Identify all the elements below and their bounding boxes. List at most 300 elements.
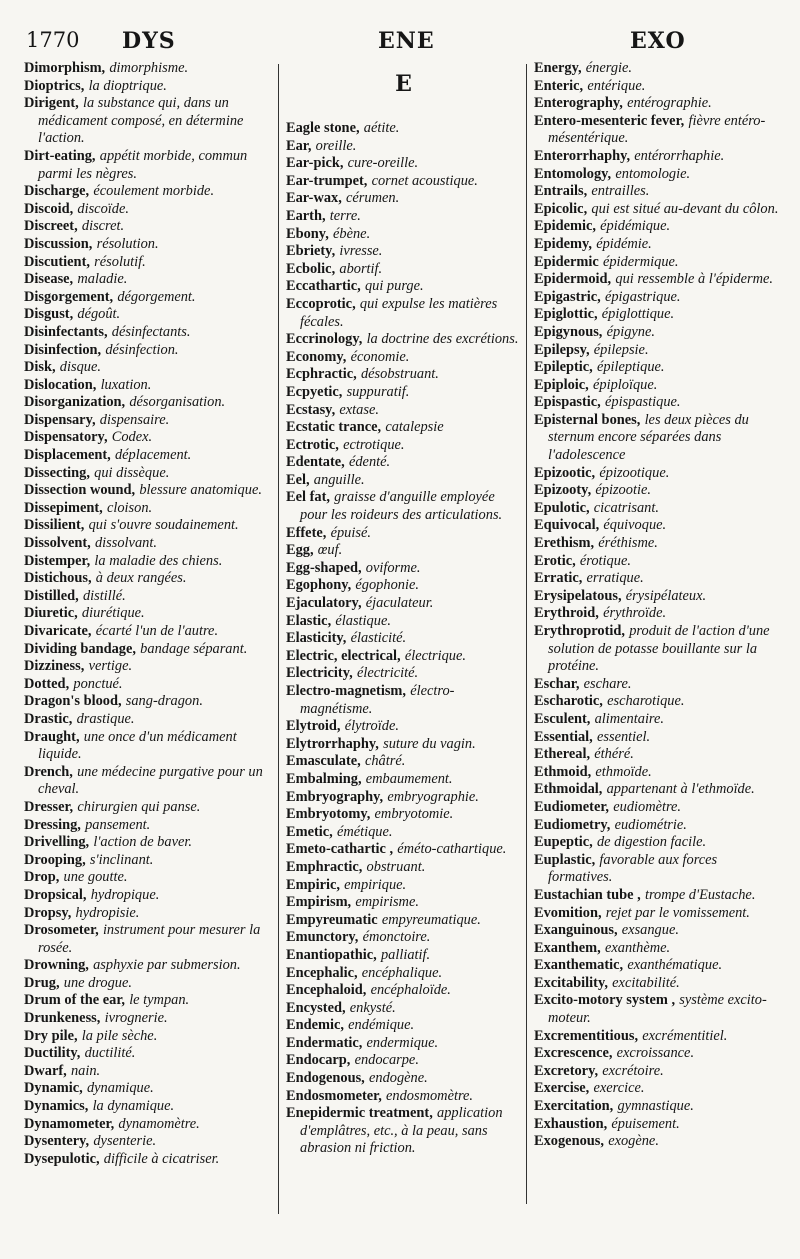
entry-translation: maladie. [77,271,128,288]
entry-term: Effete, [286,524,327,541]
entry-translation: application d'emplâtres, etc., à la peau, sans abrasion ni friction. [300,1105,503,1157]
entry-term: Essential, [534,728,593,745]
entry-translation: blessure anatomique. [139,482,262,499]
entry-term: Endogenous, [286,1070,365,1087]
dictionary-entry [286,718,521,736]
dictionary-entry [534,781,782,799]
dictionary-entry [534,254,782,272]
dictionary-entry [286,965,521,983]
dictionary-entry [24,817,269,835]
entry-term: Dissolvent, [24,535,91,552]
dictionary-entry [286,190,521,208]
dictionary-entry [534,1133,782,1151]
dictionary-entry [534,166,782,184]
dictionary-entry [24,254,269,272]
entry-translation: erratique. [586,570,644,587]
dictionary-entry [286,1035,521,1053]
entry-translation: déplacement. [114,447,192,464]
entry-translation: diurétique. [81,605,145,622]
entry-translation: excitabilité. [612,974,680,991]
entry-term: Epiglottic, [534,306,598,323]
entry-term: Egg-shaped, [286,559,362,576]
dictionary-entry [286,454,521,472]
entry-term: Exercitation, [534,1098,614,1115]
dictionary-entry [24,764,269,799]
entry-translation: embryotomie. [374,806,454,823]
dictionary-entry [24,1028,269,1046]
entry-translation: exercice. [593,1080,645,1097]
entry-translation: la dioptrique. [88,77,167,94]
entry-translation: hydropique. [90,886,160,903]
dictionary-entry [24,975,269,993]
entry-term: Edentate, [286,454,345,471]
dictionary-entry [286,402,521,420]
dictionary-entry [286,419,521,437]
dictionary-entry [286,648,521,666]
entry-term: Erythroprotid, [534,623,626,639]
dictionary-entry [534,148,782,166]
entry-term: Dimorphism, [24,60,106,76]
page-number: 1770 [26,28,80,52]
entry-term: Epigastric, [534,288,601,305]
entry-translation: une médecine purgative pour un cheval. [38,763,263,798]
dictionary-entry [24,887,269,905]
dictionary-entry [286,226,521,244]
entry-term: Ecstatic trance, [286,419,382,436]
entry-translation: oreille. [315,137,357,154]
entry-term: Drastic, [24,710,73,727]
entry-translation: s'inclinant. [89,851,154,868]
dictionary-entry [24,500,269,518]
entry-term: Drug, [24,974,60,991]
entry-translation: exsangue. [621,922,679,939]
entry-translation: dispensaire. [99,411,170,428]
entry-term: Endocarp, [286,1052,351,1069]
entry-translation: épuisement. [611,1115,680,1132]
dictionary-entry [534,78,782,96]
dictionary-entry [24,641,269,659]
dictionary-entry [286,683,521,718]
entry-term: Emphractic, [286,858,363,875]
dictionary-entry [534,359,782,377]
entry-term: Ecphractic, [286,366,357,383]
entry-term: Dysentery, [24,1133,90,1150]
entry-term: Ecbolic, [286,260,336,277]
entry-translation: éréthisme. [598,535,658,552]
entry-translation: de digestion facile. [596,834,707,851]
dictionary-entry [286,1070,521,1088]
entry-term: Earth, [286,207,326,224]
entry-translation: endocarpe. [354,1052,419,1069]
dictionary-entry [24,429,269,447]
entry-term: Emunctory, [286,929,359,946]
entry-translation: écarté l'un de l'autre. [95,623,219,639]
entry-term: Ear-trumpet, [286,172,368,189]
entry-translation: discoïde. [77,200,129,217]
entry-term: Enterography, [534,95,623,112]
dictionary-entry [534,271,782,289]
entry-translation: instrument pour mesurer la rosée. [38,922,261,956]
entry-term: Dragon's blood, [24,693,122,710]
entry-translation: le tympan. [129,992,190,1009]
entry-term: Epizootic, [534,464,596,481]
entry-term: Drop, [24,869,60,886]
entry-term: Exanthem, [534,939,601,956]
entry-translation: fièvre entéro-mésentérique. [548,112,766,147]
entry-term: Discussion, [24,235,93,252]
entry-translation: résolutif. [94,253,146,270]
entry-translation: épidémique. [600,218,671,235]
entry-translation: endogène. [369,1070,428,1087]
dictionary-entry [24,834,269,852]
dictionary-entry [534,95,782,113]
entry-translation: qui dissèque. [94,464,170,481]
entry-translation: entérorrhaphie. [634,147,725,164]
entry-term: Electro-magnetism, [286,683,407,699]
entry-translation: aétite. [363,120,400,136]
entry-translation: exanthématique. [627,957,723,974]
entry-term: Drooping, [24,851,86,868]
entry-translation: épizootie. [595,482,651,499]
entry-term: Dirt-eating, [24,147,96,164]
dictionary-entry [24,78,269,96]
entry-translation: désinfectants. [111,323,191,340]
entry-translation: bandage séparant. [140,640,248,657]
entry-translation: désorganisation. [129,394,226,411]
dictionary-entry [24,289,269,307]
entry-translation: embryographie. [387,788,479,805]
dictionary-entry [286,138,521,156]
entry-translation: qui expulse les matières fécales. [300,295,498,330]
entry-term: Exogenous, [534,1133,604,1150]
entry-translation: résolution. [96,235,159,252]
entry-term: Dissecting, [24,464,90,481]
dictionary-entry [534,1028,782,1046]
entry-translation: produit de l'action d'une solution de potasse bouillante sur la protéine. [548,623,770,675]
entry-term: Dotted, [24,675,70,692]
entry-term: Excretory, [534,1062,599,1079]
dictionary-entry [286,1105,521,1158]
entry-translation: électrique. [404,647,466,664]
entry-term: Drowning, [24,957,89,974]
dictionary-entry [534,1080,782,1098]
dictionary-entry [24,236,269,254]
entry-term: Eccathartic, [286,278,361,295]
dictionary-entry [534,236,782,254]
entry-translation: difficile à cicatriser. [103,1150,220,1167]
entry-term: Eccoprotic, [286,295,356,312]
entry-term: Enepidermic treatment, [286,1105,433,1122]
dictionary-entry [24,570,269,588]
entry-translation: exanthème. [604,939,671,956]
entry-term: Emetic, [286,823,333,840]
entry-translation: vertige. [88,658,133,675]
entry-term: Exercise, [534,1080,590,1097]
dictionary-entry [24,324,269,342]
entry-translation: cérumen. [346,190,400,207]
entry-term: Escharotic, [534,693,603,710]
dictionary-entry [24,1080,269,1098]
entry-translation: eschare. [583,675,632,692]
entry-term: Ear-wax, [286,190,342,207]
dictionary-entry [286,577,521,595]
entry-term: Euplastic, [534,851,596,868]
dictionary-entry [286,665,521,683]
entry-term: Drunkeness, [24,1010,101,1027]
entry-term: Discoid, [24,200,74,217]
entry-translation: ethmoïde. [595,763,652,780]
entry-term: Egophony, [286,577,352,594]
entry-term: Ductility, [24,1045,81,1062]
entry-term: Discreet, [24,218,78,235]
dictionary-entry [286,472,521,490]
entry-translation: trompe d'Eustache. [644,886,756,903]
entry-term: Divaricate, [24,623,92,639]
dictionary-entry [534,729,782,747]
dictionary-entry [534,342,782,360]
entry-translation: éthéré. [594,746,634,763]
entry-term: Endemic, [286,1017,344,1034]
dictionary-entry [534,500,782,518]
entry-term: Epileptic, [534,359,593,376]
entry-term: Dioptrics, [24,77,85,94]
dictionary-entry [24,553,269,571]
entry-translation: système excito-moteur. [548,992,767,1027]
entry-term: Elytrorrhaphy, [286,735,379,752]
dictionary-entry [534,60,782,78]
entry-translation: abortif. [339,260,383,277]
entry-translation: à deux rangées. [95,570,187,587]
entry-translation: chirurgien qui panse. [77,798,201,815]
dictionary-entry [286,789,521,807]
entry-translation: cornet acoustique. [371,172,478,189]
dictionary-entry [534,905,782,923]
entry-term: Evomition, [534,904,602,921]
entry-term: Equivocal, [534,517,600,534]
dictionary-entry [286,261,521,279]
entry-term: Discharge, [24,183,90,200]
entry-translation: désinfection. [105,341,179,358]
dictionary-entry [534,1116,782,1134]
dictionary-entry [286,1088,521,1106]
entry-translation: épiploïque. [592,376,658,393]
dictionary-entry [286,1017,521,1035]
entry-translation: nain. [70,1062,101,1079]
entry-term: Dispensary, [24,411,96,428]
dictionary-entry [24,623,269,641]
entry-translation: dissolvant. [94,535,157,552]
entry-translation: dégoût. [77,306,121,323]
dictionary-entry [286,208,521,226]
dictionary-entry [534,746,782,764]
dictionary-entry [534,588,782,606]
entry-term: Episternal bones, [534,411,641,428]
dictionary-entry [24,693,269,711]
entry-translation: eudiométrie. [614,816,687,833]
entry-term: Excitability, [534,974,608,991]
entry-term: Empyreumatic [286,911,378,928]
entry-term: Disgorgement, [24,288,114,305]
dictionary-entry [24,1116,269,1134]
dictionary-entry [24,306,269,324]
entry-term: Epigynous, [534,323,603,340]
entry-term: Elasticity, [286,630,347,647]
dictionary-entry [286,155,521,173]
entry-term: Dropsy, [24,904,72,921]
dictionary-entry [286,173,521,191]
entry-term: Epidemic, [534,218,596,235]
entry-term: Embalming, [286,770,362,787]
dictionary-entry [534,992,782,1027]
entry-translation: élasticité. [350,630,407,647]
dictionary-entry [24,957,269,975]
entry-translation: épigyne. [606,323,655,340]
dictionary-entry [24,1063,269,1081]
dictionary-entry [286,366,521,384]
entry-term: Draught, [24,728,80,745]
entry-translation: qui ressemble à l'épiderme. [615,271,773,288]
entry-term: Epilepsy, [534,341,590,358]
entry-term: Elytroid, [286,718,341,735]
entry-term: Drosometer, [24,922,99,939]
dictionary-entry [24,95,269,148]
dictionary-entry [24,869,269,887]
entry-translation: égophonie. [355,577,419,594]
entry-translation: dynamique. [86,1080,154,1097]
dictionary-entry [286,947,521,965]
entry-translation: épilepsie. [593,341,649,358]
entry-translation: empirisme. [355,894,419,911]
entry-translation: discret. [81,218,125,235]
entry-translation: éméto-cathartique. [397,841,507,858]
entry-translation: dégorgement. [117,288,196,305]
entry-translation: la maladie des chiens. [94,552,223,569]
entry-term: Egg, [286,542,314,559]
entry-term: Dresser, [24,798,74,815]
entry-translation: qui est situé au-devant du côlon. [591,200,779,217]
entry-term: Distemper, [24,552,91,569]
entry-translation: la pile sèche. [81,1027,158,1044]
entry-term: Encephalic, [286,964,358,981]
dictionary-entry [534,183,782,201]
entry-translation: favorable aux forces formatives. [548,851,718,886]
dictionary-entry [534,676,782,694]
entry-term: Dissilient, [24,517,85,534]
entry-term: Disinfectants, [24,323,108,340]
entry-translation: les deux pièces du sternum encore séparées dans l'adolescence [548,411,749,464]
entry-translation: ébène. [333,225,371,242]
dictionary-entry [534,1098,782,1116]
entry-term: Dropsical, [24,886,87,903]
entry-term: Erythroid, [534,605,599,622]
entry-term: Epiploic, [534,376,589,393]
dictionary-entry [24,992,269,1010]
entry-term: Epidemy, [534,235,592,252]
entry-translation: désobstruant. [360,366,439,383]
dictionary-entry [24,658,269,676]
dictionary-entry [534,764,782,782]
dictionary-entry [534,922,782,940]
dictionary-entry [24,922,269,957]
entry-term: Eupeptic, [534,834,593,851]
entry-translation: Codex. [111,429,153,446]
dictionary-entry [24,1045,269,1063]
dictionary-entry [286,278,521,296]
dictionary-entry [286,542,521,560]
section-letter: E [395,71,412,97]
entry-translation: excroissance. [616,1045,695,1062]
column-right [534,60,782,1151]
entry-term: Drum of the ear, [24,992,125,1009]
dictionary-entry [534,553,782,571]
entry-translation: asphyxie par submersion. [93,957,241,974]
entry-term: Eagle stone, [286,120,360,136]
dictionary-entry [24,394,269,412]
dictionary-entry [286,841,521,859]
dictionary-entry [286,771,521,789]
entry-term: Epispastic, [534,394,601,411]
dictionary-entry [534,306,782,324]
entry-term: Eudiometry, [534,816,611,833]
dictionary-entry [24,905,269,923]
entry-term: Erotic, [534,552,576,569]
entry-translation: édenté. [348,454,391,471]
dictionary-entry [534,218,782,236]
entry-term: Electric, electrical, [286,647,401,664]
entry-translation: épiglottique. [601,306,675,323]
dictionary-entry [286,331,521,349]
dictionary-entry [534,852,782,887]
entry-term: Disgust, [24,306,74,323]
entry-term: Epidermic [534,253,599,270]
dictionary-entry [534,570,782,588]
dictionary-entry [286,982,521,1000]
entry-term: Dissepiment, [24,499,103,516]
entry-translation: érysipélateux. [625,587,707,604]
entry-translation: cicatrisant. [593,499,659,516]
entry-translation: suture du vagin. [383,735,476,752]
dictionary-entry [286,296,521,331]
dictionary-entry [286,753,521,771]
entry-translation: sang-dragon. [125,693,203,710]
entry-term: Excrementitious, [534,1027,639,1044]
entry-translation: catalepsie [385,419,444,436]
entry-term: Discutient, [24,253,90,270]
entry-translation: terre. [329,207,361,224]
entry-term: Dressing, [24,816,81,833]
entry-translation: drastique. [76,710,135,727]
entry-translation: ivresse. [339,243,383,260]
entry-translation: ectrotique. [343,436,405,453]
running-head-center: ENE [378,28,435,54]
dictionary-entry [24,412,269,430]
entry-term: Eustachian tube , [534,886,641,903]
entry-translation: entrailles. [591,183,650,200]
dictionary-entry [24,1133,269,1151]
entry-translation: une drogue. [63,974,132,991]
entry-translation: cloison. [106,499,153,516]
entry-translation: eudiomètre. [613,798,682,815]
running-head-left: DYS [122,28,176,54]
entry-term: Endermatic, [286,1034,363,1051]
entry-term: Endosmometer, [286,1087,382,1104]
entry-translation: la substance qui, dans un médicament composé, en détermine l'action. [38,95,244,147]
entry-translation: endémique. [348,1017,415,1034]
entry-term: Epulotic, [534,499,590,516]
entry-term: Epicolic, [534,200,588,217]
entry-term: Ejaculatory, [286,595,362,612]
dictionary-entry [286,489,521,524]
